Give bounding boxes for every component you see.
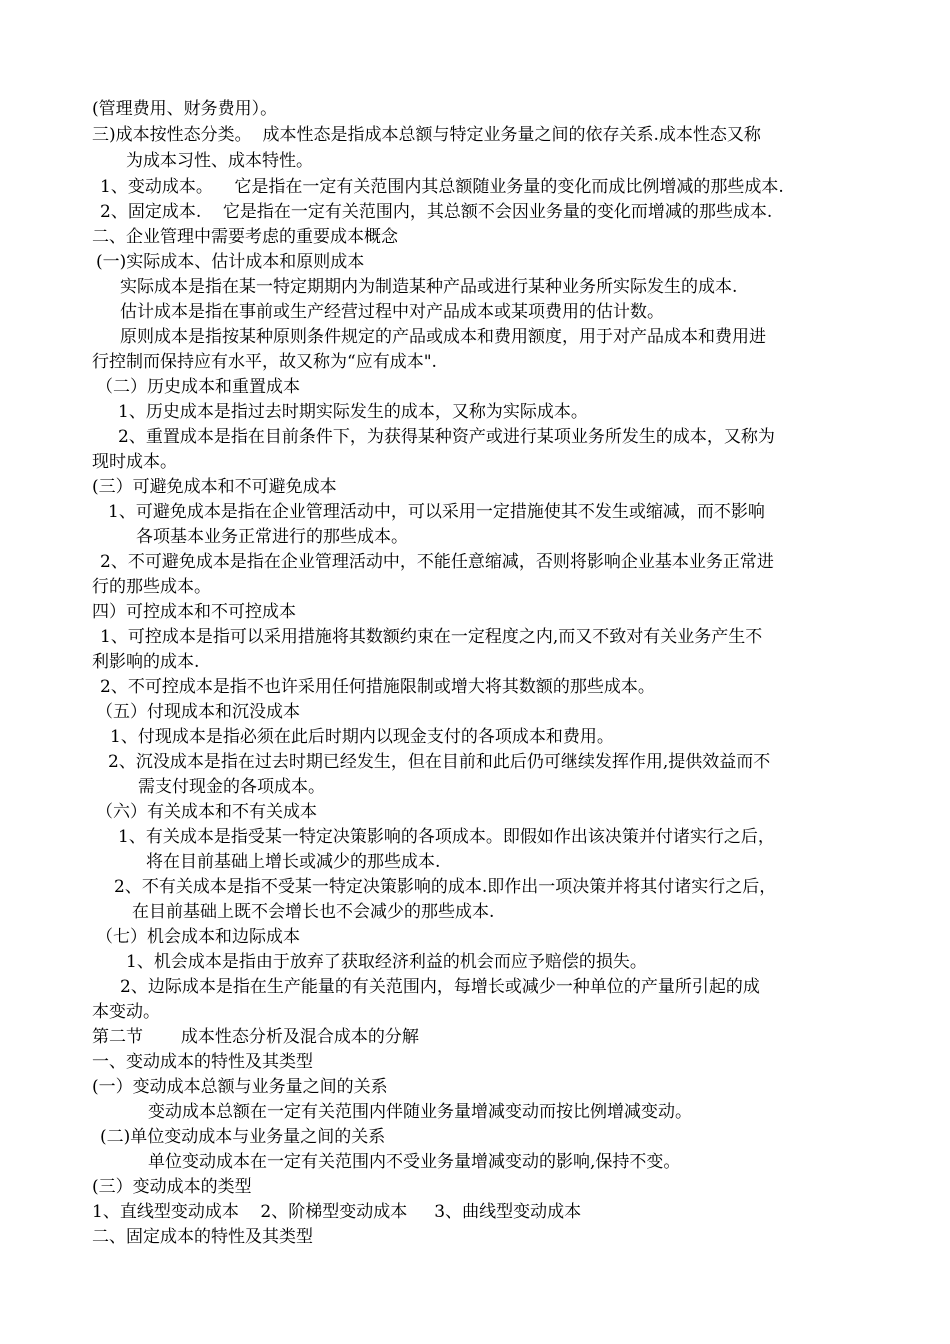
list-item: 1、历史成本是指过去时期实际发生的成本，又称为实际成本。: [118, 402, 588, 422]
subsection-heading: （六）有关成本和不有关成本: [96, 802, 317, 822]
text-line: 单位变动成本在一定有关范围内不受业务量增减变动的影响,保持不变。: [148, 1152, 681, 1172]
section-heading: 二、企业管理中需要考虑的重要成本概念: [92, 227, 398, 247]
section-heading: 二、固定成本的特性及其类型: [92, 1227, 313, 1247]
subsection-heading: （二）历史成本和重置成本: [96, 377, 300, 397]
list-item: 1、有关成本是指受某一特定决策影响的各项成本。即假如作出该决策并付诸实行之后，: [118, 827, 775, 847]
subsection-heading: （五）付现成本和沉没成本: [96, 702, 300, 722]
list-item: 1、机会成本是指由于放弃了获取经济利益的机会而应予赔偿的损失。: [126, 952, 647, 972]
text-line: 估计成本是指在事前或生产经营过程中对产品成本或某项费用的估计数。: [120, 302, 664, 322]
text-line: 为成本习性、成本特性。: [126, 151, 313, 171]
list-item: 2、不有关成本是指不受某一特定决策影响的成本.即作出一项决策并将其付诸实行之后，: [114, 877, 777, 897]
text-line: 需支付现金的各项成本。: [138, 777, 325, 797]
text-line: 行的那些成本。: [92, 577, 211, 597]
subsection-heading: (一)实际成本、估计成本和原则成本: [96, 252, 365, 272]
subsection-heading: （七）机会成本和边际成本: [96, 927, 300, 947]
list-item: 2、沉没成本是指在过去时期已经发生，但在目前和此后仍可继续发挥作用,提供效益而不: [108, 752, 771, 772]
chapter-heading: 第二节 成本性态分析及混合成本的分解: [92, 1027, 419, 1047]
text-line: 在目前基础上既不会增长也不会减少的那些成本.: [132, 902, 495, 922]
section-heading: 三)成本按性态分类。 成本性态是指成本总额与特定业务量之间的依存关系.成本性态又称: [92, 125, 761, 145]
subsection-heading: 四）可控成本和不可控成本: [92, 602, 296, 622]
text-line: (管理费用、财务费用）。: [92, 99, 278, 119]
text-line: 原则成本是指按某种原则条件规定的产品或成本和费用额度，用于对产品成本和费用进: [120, 327, 766, 347]
text-line: 行控制而保持应有水平，故又称为“应有成本".: [92, 352, 437, 372]
list-item: 1、变动成本。 它是指在一定有关范围内其总额随业务量的变化而成比例增减的那些成本.: [100, 177, 784, 197]
section-heading: 一、变动成本的特性及其类型: [92, 1052, 313, 1072]
list-item: 1、付现成本是指必须在此后时期内以现金支付的各项成本和费用。: [110, 727, 614, 747]
list-item: 2、重置成本是指在目前条件下，为获得某种资产或进行某项业务所发生的成本，又称为: [118, 427, 775, 447]
list-item: 1、可避免成本是指在企业管理活动中，可以采用一定措施使其不发生或缩减，而不影响: [108, 502, 765, 522]
text-line: 本变动。: [92, 1002, 160, 1022]
subsection-heading: (二)单位变动成本与业务量之间的关系: [100, 1127, 386, 1147]
text-line: 利影响的成本.: [92, 652, 200, 672]
list-item: 2、不可控成本是指不也许采用任何措施限制或增大将其数额的那些成本。: [100, 677, 655, 697]
list-item: 1、直线型变动成本 2、阶梯型变动成本 3、曲线型变动成本: [92, 1202, 582, 1222]
text-line: 现时成本。: [92, 452, 177, 472]
text-line: 实际成本是指在某一特定期期内为制造某种产品或进行某种业务所实际发生的成本.: [120, 277, 738, 297]
list-item: 2、固定成本. 它是指在一定有关范围内，其总额不会因业务量的变化而增减的那些成本.: [100, 202, 773, 222]
text-line: 变动成本总额在一定有关范围内伴随业务量增减变动而按比例增减变动。: [148, 1102, 692, 1122]
subsection-heading: (一）变动成本总额与业务量之间的关系: [92, 1077, 388, 1097]
subsection-heading: (三）变动成本的类型: [92, 1177, 252, 1197]
list-item: 1、可控成本是指可以采用措施将其数额约束在一定程度之内,而又不致对有关业务产生不: [100, 627, 763, 647]
list-item: 2、边际成本是指在生产能量的有关范围内，每增长或减少一种单位的产量所引起的成: [120, 977, 760, 997]
text-line: 将在目前基础上增长或减少的那些成本.: [146, 852, 441, 872]
list-item: 2、不可避免成本是指在企业管理活动中，不能任意缩减，否则将影响企业基本业务正常进: [100, 552, 774, 572]
text-line: 各项基本业务正常进行的那些成本。: [136, 527, 408, 547]
subsection-heading: (三）可避免成本和不可避免成本: [92, 477, 337, 497]
